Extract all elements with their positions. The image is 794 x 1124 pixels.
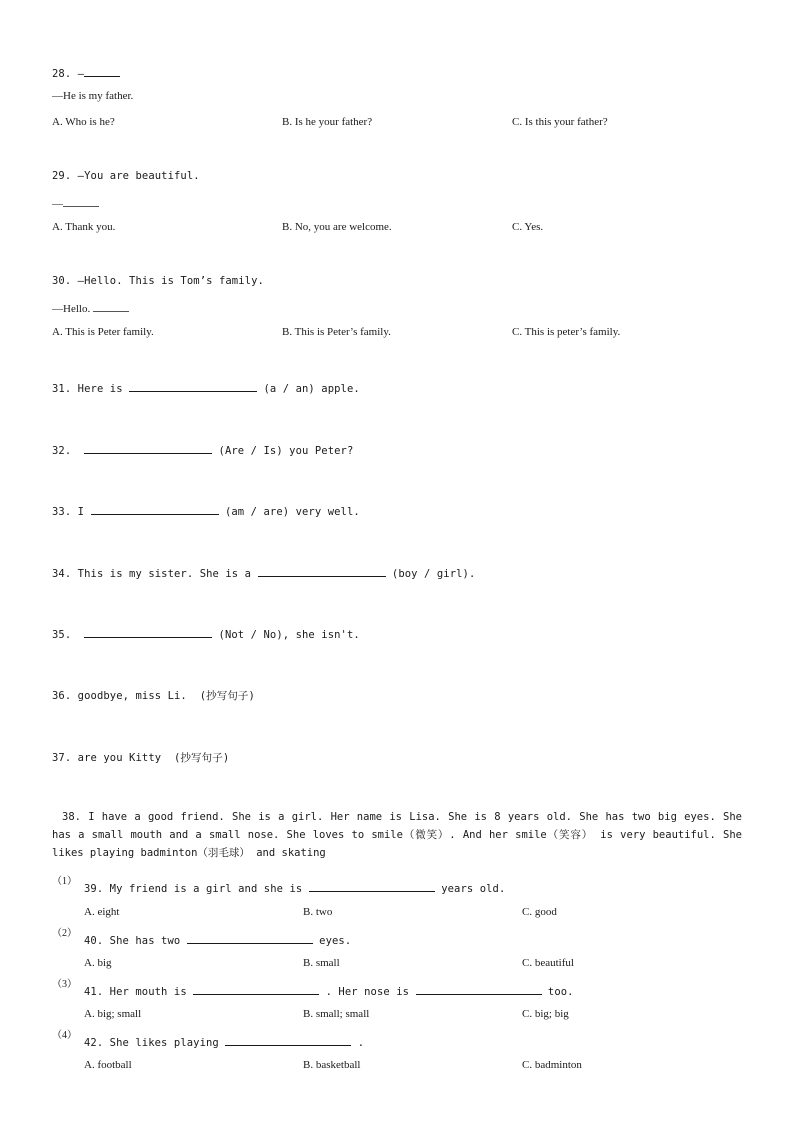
q29-option-a[interactable]: A. Thank you. <box>52 221 116 233</box>
q28-option-c[interactable]: C. Is this your father? <box>512 116 608 128</box>
q36-text: 36. goodbye, miss Li. (抄写句子) <box>52 690 255 702</box>
q39-after: years old. <box>441 883 506 895</box>
q41-middle: . Her nose is <box>325 986 410 998</box>
q29-option-b[interactable]: B. No, you are welcome. <box>282 221 392 233</box>
q35-after: (Not / No), she isn't. <box>218 629 360 641</box>
q28-number: 28. <box>52 68 72 80</box>
q40-option-a[interactable]: A. big <box>84 957 112 969</box>
q41-blank-2[interactable] <box>416 983 542 995</box>
q35-blank[interactable] <box>84 626 212 638</box>
q34-after: (boy / girl). <box>391 568 476 580</box>
q30-answer-line <box>52 300 129 315</box>
q35-before: 35. <box>52 629 72 641</box>
q28-prompt <box>52 65 120 80</box>
q28-answer-line: —He is my father. <box>52 90 134 102</box>
q39-blank[interactable] <box>309 880 435 892</box>
q34-before: 34. This is my sister. She is a <box>52 568 252 580</box>
q32-line <box>52 442 353 457</box>
q31-line <box>52 380 360 395</box>
q40-option-c[interactable]: C. beautiful <box>522 957 574 969</box>
q29-prompt: 29. —You are beautiful. <box>52 170 200 182</box>
q39-option-c[interactable]: C. good <box>522 906 557 918</box>
q28-option-b[interactable]: B. Is he your father? <box>282 116 373 128</box>
q38-passage: 38. I have a good friend. She is a girl. Her name is Lisa. She is 8 years old. She has two big eyes. She has a small mouth and a small nose. She loves to smile（微笑）. And her smile（笑容） is very beautiful. She likes playing badminton（羽毛球） and skating <box>52 811 742 859</box>
q30-prompt: 30. —Hello. This is Tom’s family. <box>52 275 264 287</box>
q39-option-a[interactable]: A. eight <box>84 906 120 918</box>
q42-option-a[interactable]: A. football <box>84 1059 132 1071</box>
q31-blank[interactable] <box>129 380 257 392</box>
q41-before: 41. Her mouth is <box>84 986 187 998</box>
q35-line <box>52 626 360 641</box>
q32-blank[interactable] <box>84 442 212 454</box>
q42-line <box>84 1034 364 1049</box>
q40-after: eyes. <box>319 935 352 947</box>
q39-option-b[interactable]: B. two <box>303 906 333 918</box>
q40-blank[interactable] <box>187 932 313 944</box>
q34-blank[interactable] <box>258 565 386 577</box>
q33-blank[interactable] <box>91 503 219 515</box>
q42-before: 42. She likes playing <box>84 1037 219 1049</box>
q41-blank-1[interactable] <box>193 983 319 995</box>
q30-answer-text: —Hello. <box>52 303 91 315</box>
q37-text: 37. are you Kitty (抄写句子) <box>52 752 230 764</box>
q33-before: 33. I <box>52 506 85 518</box>
q30-option-c[interactable]: C. This is peter’s family. <box>512 326 621 338</box>
q30-option-b[interactable]: B. This is Peter’s family. <box>282 326 391 338</box>
q40-option-b[interactable]: B. small <box>303 957 340 969</box>
q29-dash: — <box>52 198 63 210</box>
q42-option-b[interactable]: B. basketball <box>303 1059 361 1071</box>
sub1-marker: （1） <box>52 876 77 887</box>
q41-option-c[interactable]: C. big; big <box>522 1008 569 1020</box>
sub3-marker: （3） <box>52 979 77 990</box>
q28-dash: — <box>77 68 85 80</box>
q29-reply-line <box>52 195 99 210</box>
q41-option-b[interactable]: B. small; small <box>303 1008 370 1020</box>
q30-option-a[interactable]: A. This is Peter family. <box>52 326 154 338</box>
q32-before: 32. <box>52 445 72 457</box>
q30-blank[interactable] <box>93 300 129 312</box>
q41-option-a[interactable]: A. big; small <box>84 1008 142 1020</box>
q41-line <box>84 983 574 998</box>
q41-after: too. <box>547 986 574 998</box>
q42-blank[interactable] <box>225 1034 351 1046</box>
q33-after: (am / are) very well. <box>224 506 360 518</box>
q32-after: (Are / Is) you Peter? <box>218 445 354 457</box>
q34-line <box>52 565 475 580</box>
q39-line <box>84 880 505 895</box>
q40-before: 40. She has two <box>84 935 181 947</box>
sub2-marker: （2） <box>52 928 77 939</box>
q42-after: . <box>357 1037 365 1049</box>
q31-before: 31. Here is <box>52 383 123 395</box>
q29-blank[interactable] <box>63 195 99 207</box>
q28-option-a[interactable]: A. Who is he? <box>52 116 115 128</box>
q40-line <box>84 932 351 947</box>
q33-line <box>52 503 360 518</box>
q31-after: (a / an) apple. <box>263 383 360 395</box>
q29-option-c[interactable]: C. Yes. <box>512 221 544 233</box>
q28-blank[interactable] <box>84 65 120 77</box>
sub4-marker: （4） <box>52 1030 77 1041</box>
q39-before: 39. My friend is a girl and she is <box>84 883 303 895</box>
q42-option-c[interactable]: C. badminton <box>522 1059 582 1071</box>
